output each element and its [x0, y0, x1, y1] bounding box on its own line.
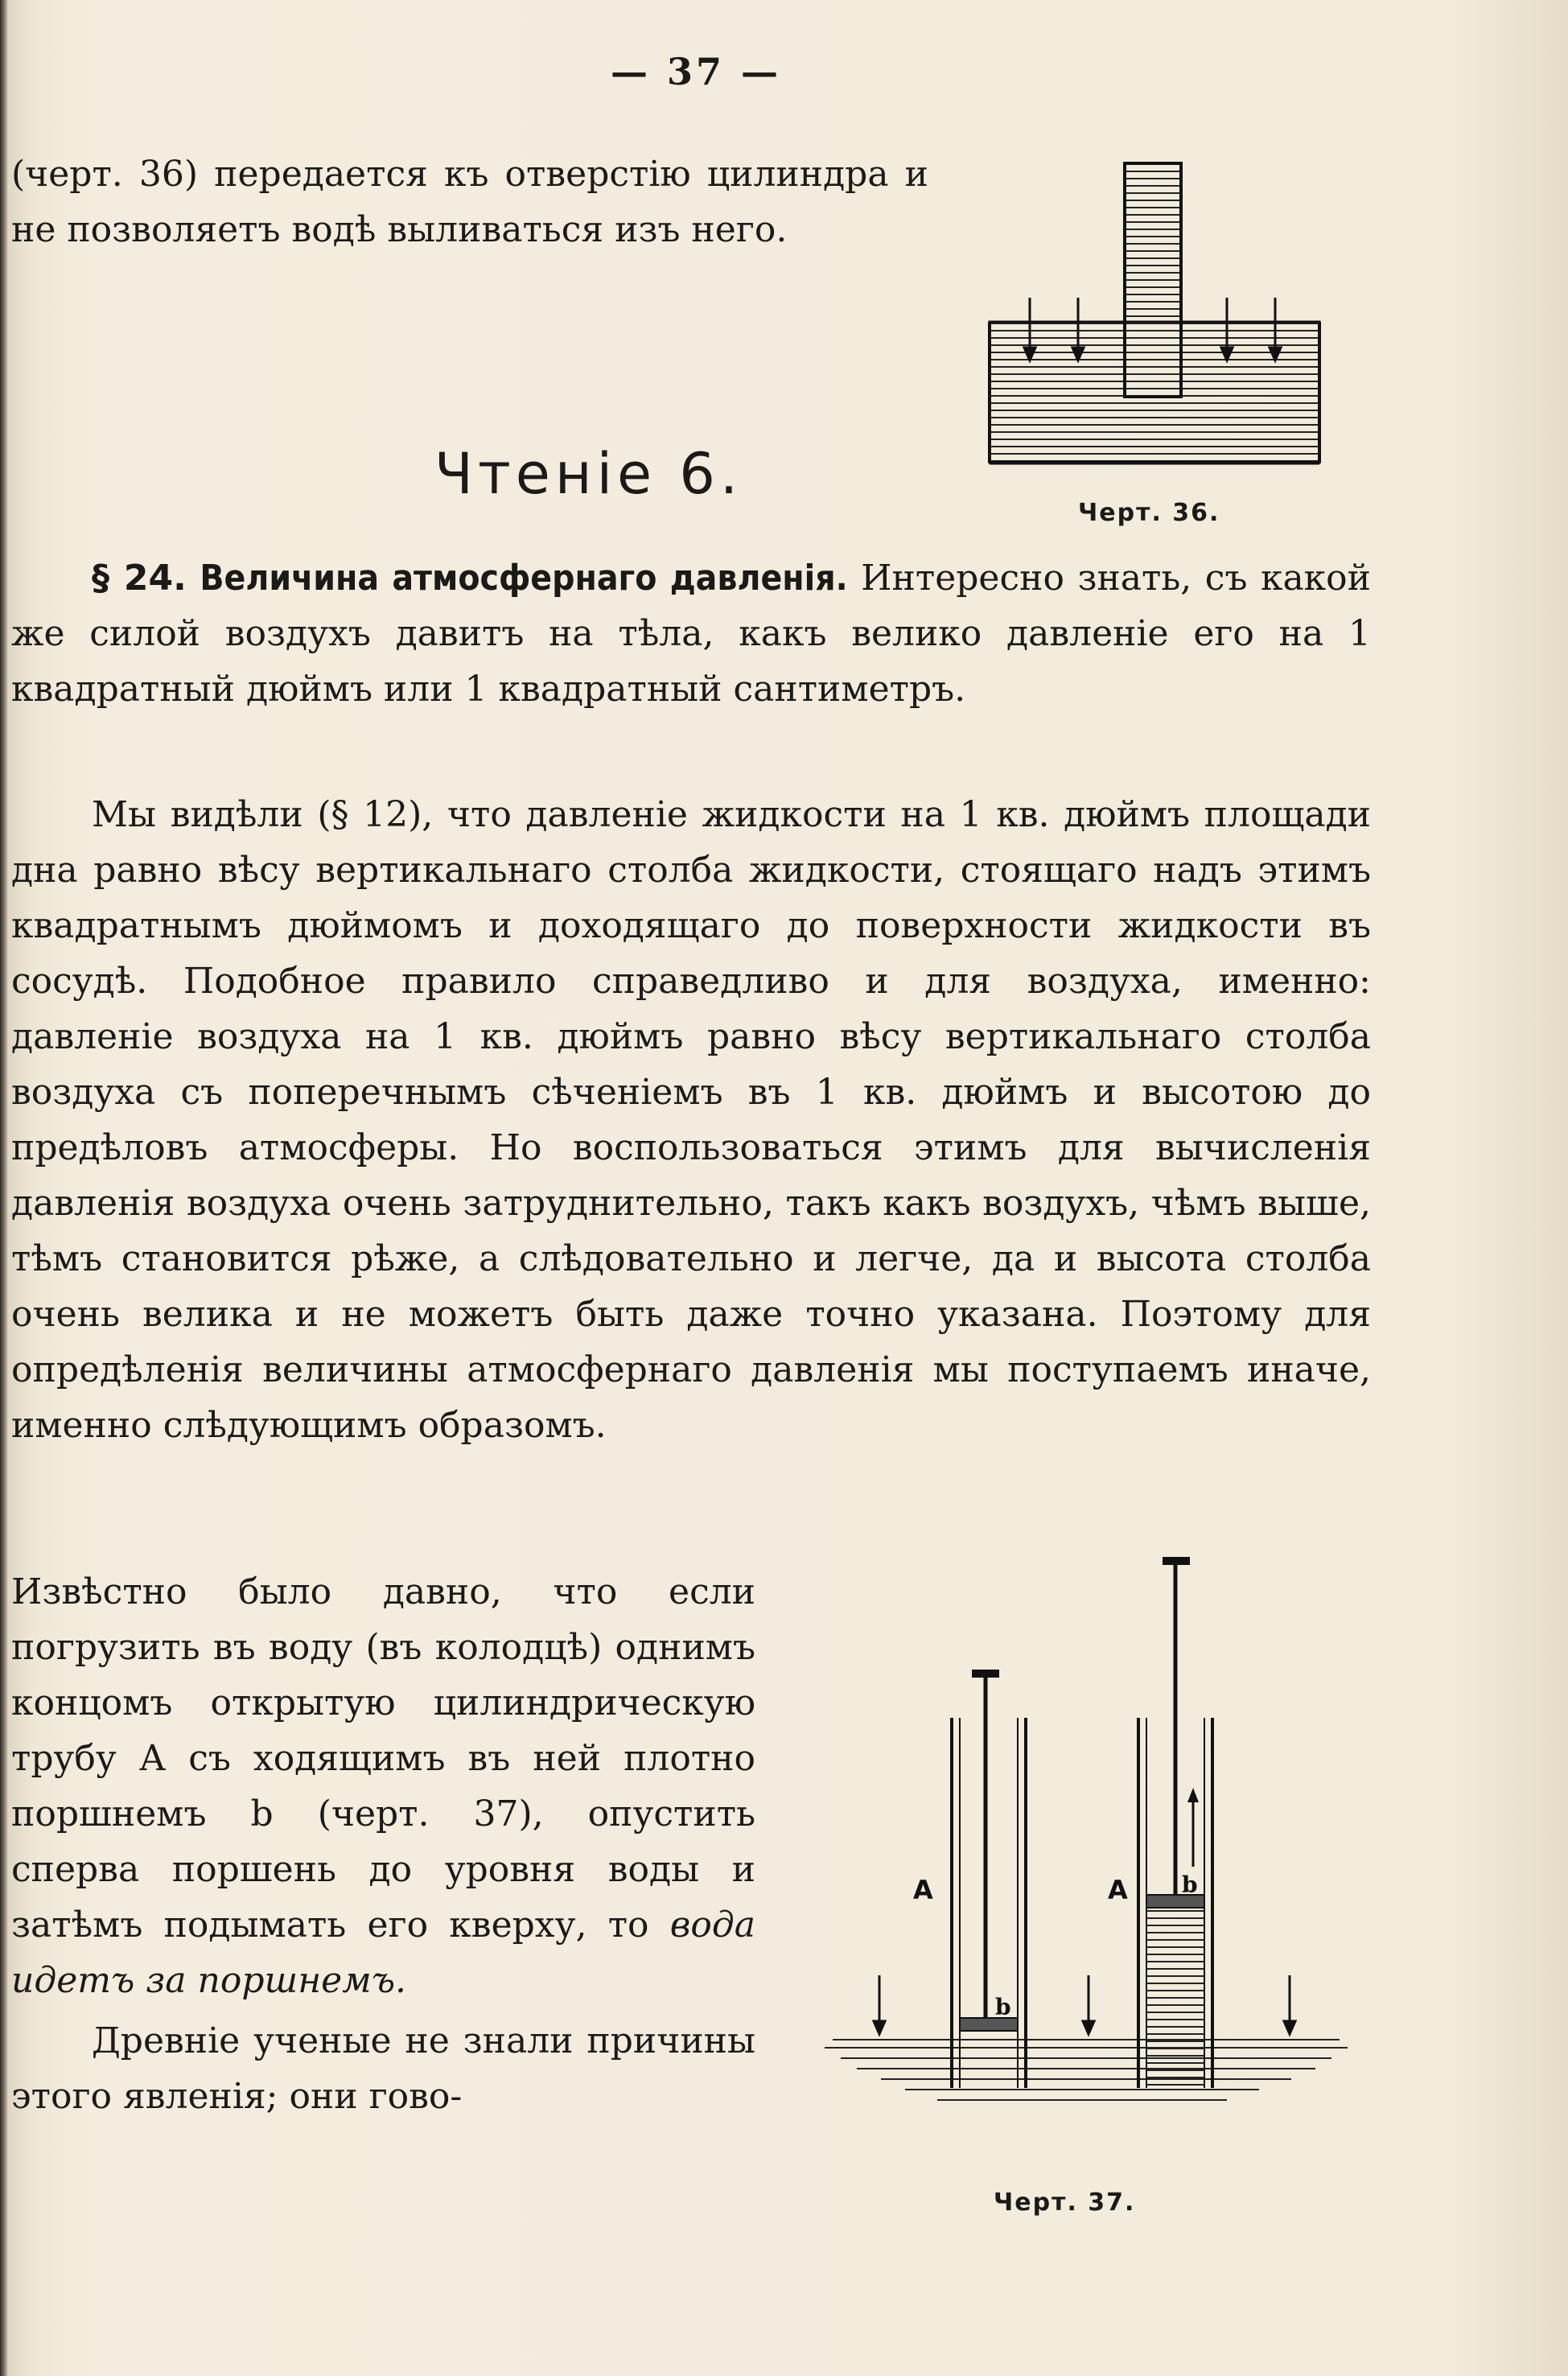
page-number: — 37 — — [610, 50, 782, 93]
figure-37-label-b-right: b — [1182, 1872, 1198, 1898]
paragraph-4: Древнiе ученые не знали причины этого явленiя; они гово- — [11, 2020, 755, 2117]
section-text: Интересно знать, съ какой же силой воздухъ давитъ на тѣла, какъ велико давленiе его на 1 квадратный дюймъ или 1 квадратный сантиметръ. — [11, 558, 1371, 710]
section-24 — [11, 550, 1371, 717]
figure-36-caption: Черт. 36. — [1078, 499, 1220, 527]
figure-36 — [982, 161, 1335, 531]
section-title: Величина атмосфернаго давленiя. — [200, 558, 848, 599]
book-spine — [0, 0, 8, 2376]
section-number: § 24. — [92, 558, 187, 599]
figure-37-caption: Черт. 37. — [994, 2189, 1136, 2217]
intro-paragraph: (черт. 36) передается къ отверстiю цилиндра и не позволяетъ водѣ выливаться изъ него. — [11, 154, 928, 250]
paragraph-3-italic: вода идетъ за поршнемъ. — [11, 1905, 755, 2001]
paragraph-2 — [11, 787, 1371, 1453]
figure-37 — [825, 1553, 1356, 2116]
paragraph-3 — [11, 1564, 755, 2008]
figure-37-label-b-left: b — [995, 1994, 1011, 2020]
paragraph-3-text: Извѣстно было давно, что если погрузить въ воду (въ колодцѣ) однимъ концомъ открытую цилиндрическую трубу А съ ходящимъ въ ней плотно поршнемъ b (черт. 37), опустить сперва поршень до уровня воды и затѣмъ подымать его кверху, то — [11, 1571, 755, 1946]
figure-37-label-a-left: А — [913, 1875, 933, 1905]
paragraph-2-text: Мы видѣли (§ 12), что давленiе жидкости на 1 кв. дюймъ площади дна равно вѣсу вертикальнаго столба жидкости, стоящаго надъ этимъ квадратнымъ дюймомъ и доходящаго до поверхности жидкости въ сосудѣ. Подобное правило справедливо и для воздуха, именно: давленiе воздуха на 1 кв. дюймъ равно вѣсу вертикальнаго столба воздуха съ поперечнымъ сѣченiемъ въ 1 кв. дюймъ и высотою до предѣловъ атмосферы. Но воспользоваться этимъ для вычисленiя давленiя воздуха очень затруднительно, такъ какъ воздухъ, чѣмъ выше, тѣмъ становится рѣже, а слѣдовательно и легче, да и высота столба очень велика и не можетъ быть даже точно указана. Поэтому для опредѣленiя величины атмосфернаго давленiя мы поступаемъ иначе, именно слѣдующимъ образомъ. — [11, 794, 1371, 1446]
figure-37-label-a-right: А — [1108, 1875, 1128, 1905]
chapter-title: Чтенiе 6. — [434, 441, 743, 507]
column-text — [11, 1564, 755, 2124]
